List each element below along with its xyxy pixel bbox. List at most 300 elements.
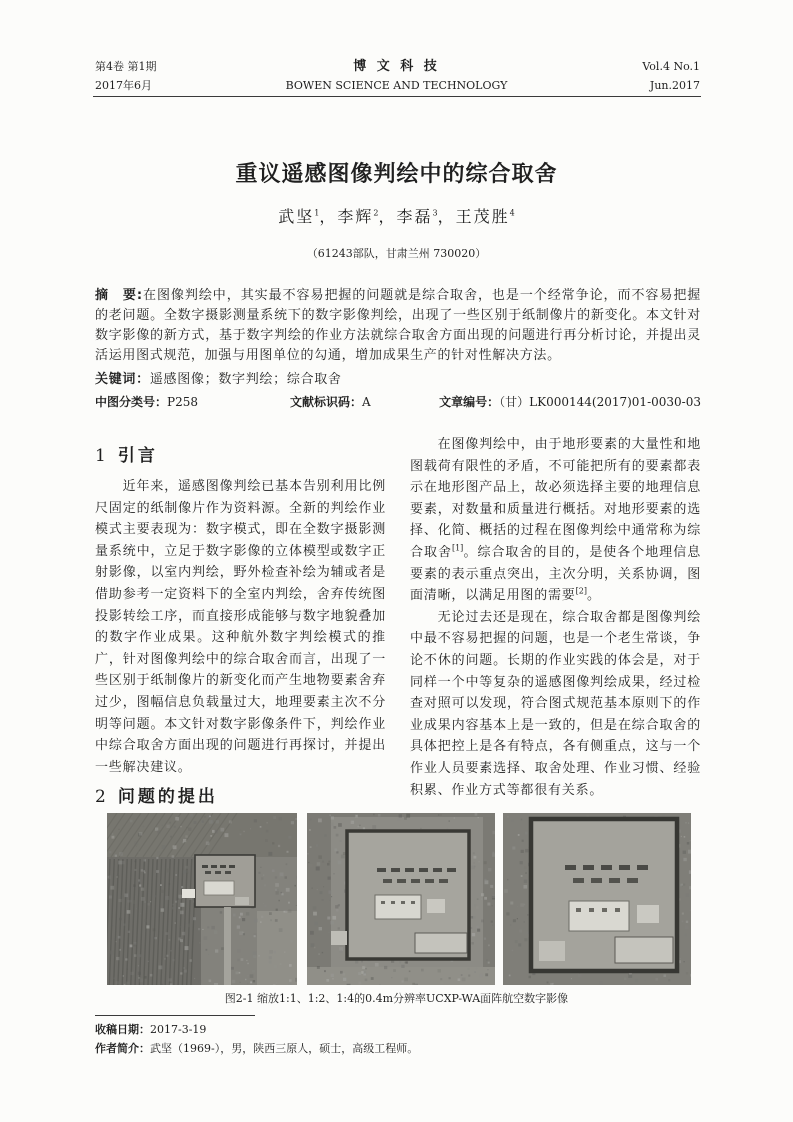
ground-speckle: [285, 876, 288, 879]
ground-speckle: [138, 879, 141, 882]
ground-speckle: [682, 885, 683, 886]
ground-speckle: [492, 905, 493, 906]
ground-speckle: [231, 967, 234, 970]
ground-speckle: [172, 907, 175, 910]
ground-speckle: [409, 971, 411, 973]
ground-speckle: [250, 981, 252, 983]
ground-speckle: [130, 945, 133, 948]
ground-speckle: [510, 902, 513, 905]
ground-speckle: [269, 956, 272, 959]
author-name: 李磊: [396, 207, 433, 226]
ground-speckle: [275, 876, 277, 878]
ground-speckle: [156, 859, 157, 860]
ground-speckle: [229, 820, 232, 823]
ground-speckle: [401, 965, 404, 968]
ground-speckle: [318, 819, 322, 823]
affiliation: （61243部队，甘肃兰州 730020）: [306, 247, 487, 260]
ground-speckle: [180, 926, 182, 928]
ground-speckle: [240, 829, 242, 831]
author-affiliation-mark: 4: [509, 208, 515, 218]
ground-speckle: [420, 828, 421, 829]
ground-speckle: [119, 829, 120, 830]
ground-speckle: [359, 825, 360, 826]
ground-speckle: [180, 911, 184, 915]
ground-speckle: [468, 975, 470, 977]
ground-speckle: [130, 900, 133, 903]
ground-speckle: [273, 816, 276, 819]
section-title: 引言: [117, 446, 158, 466]
ground-speckle: [290, 940, 293, 943]
tree-mark: [433, 868, 442, 872]
ground-speckle: [364, 964, 367, 967]
ground-speckle: [261, 833, 262, 834]
ground-speckle: [276, 982, 277, 983]
ground-speckle: [341, 855, 345, 859]
ground-speckle: [266, 830, 269, 833]
ground-speckle: [521, 850, 524, 853]
ground-speckle: [334, 849, 337, 852]
ground-speckle: [365, 979, 368, 982]
body-paragraph: 近年来，遥感图像判绘已基本告别利用比例尺固定的纸制像片作为资料源。全新的判绘作业模式主要表现为：数字模式，即在全数字摄影测量系统中，立足于数字影像的立体模型或数字正射影像，以室内判绘，野外检查补绘为辅或者是借助参考一定资料下的全室内判绘，舍弃传统图投影转绘工序，而直接形成能够与数字地貌叠加的数字作业成果。这种航外数字判绘模式的推广，针对图像判绘中的综合取舍而言，出现了一些区别于纸制像片的新变化而产生地物要素舍弃过少，图幅信息负载量过大，地理要素主次不分明等问题。本文针对数字影像条件下，判绘作业中综合取舍方面出现的问题进行再探讨，并提出一些解决建议。: [95, 479, 386, 775]
ground-speckle: [246, 912, 249, 915]
ground-speckle: [506, 912, 509, 915]
ground-speckle: [240, 982, 241, 983]
volume-issue-en: Vol.4 No.1: [642, 60, 700, 73]
ground-speckle: [327, 863, 330, 866]
ground-speckle: [333, 873, 334, 874]
article-number-label: 文章编号：: [439, 395, 500, 409]
ground-speckle: [688, 823, 689, 824]
ground-speckle: [296, 876, 297, 879]
section-heading-1: [95, 445, 158, 467]
ground-speckle: [162, 825, 164, 827]
ground-speckle: [525, 832, 528, 835]
tree-mark: [619, 865, 630, 870]
ground-speckle: [681, 836, 682, 837]
ground-speckle: [685, 822, 687, 824]
ground-speckle: [185, 866, 188, 869]
author-bio: [95, 1039, 701, 1058]
ground-speckle: [338, 957, 339, 958]
ground-speckle: [174, 826, 176, 828]
body-paragraph: [410, 434, 701, 607]
aerial-image-scale-1-2: [307, 813, 495, 985]
ground-speckle: [237, 959, 240, 962]
ground-speckle: [517, 906, 518, 907]
article-number: [439, 392, 701, 412]
ground-speckle: [378, 817, 381, 820]
building-window: [411, 901, 415, 904]
ground-speckle: [685, 926, 689, 930]
ground-speckle: [623, 984, 627, 985]
paper-title: 重议遥感图像判绘中的综合取舍: [235, 162, 558, 187]
abstract: [95, 286, 701, 366]
ground-speckle: [198, 928, 200, 930]
ground-speckle: [243, 831, 244, 832]
ground-speckle: [524, 885, 528, 889]
citation-mark: [2]: [575, 586, 587, 596]
tree-mark: [397, 879, 406, 883]
ground-speckle: [127, 969, 128, 970]
ground-speckle: [269, 950, 273, 954]
ground-speckle: [143, 870, 145, 872]
ground-speckle: [240, 913, 243, 916]
ground-speckle: [513, 919, 516, 922]
ground-speckle: [487, 903, 490, 906]
ground-speckle: [334, 826, 337, 829]
ground-speckle: [335, 905, 338, 908]
section-title: 问题的提出: [117, 787, 218, 807]
ground-speckle: [178, 895, 182, 899]
ground-speckle: [322, 952, 323, 953]
ground-speckle: [112, 833, 113, 834]
ground-speckle: [281, 893, 283, 895]
ground-speckle: [181, 886, 183, 888]
ground-speckle: [146, 925, 149, 928]
tree-mark: [439, 879, 448, 883]
ground-speckle: [131, 972, 134, 975]
ground-speckle: [471, 927, 473, 929]
ground-speckle: [668, 979, 670, 981]
tree-mark: [591, 878, 602, 883]
ground-speckle: [242, 918, 245, 921]
ground-speckle: [473, 862, 474, 863]
building-window: [576, 908, 581, 912]
ground-speckle: [507, 879, 508, 880]
ground-speckle: [119, 899, 122, 902]
ground-speckle: [510, 924, 511, 925]
ground-speckle: [216, 820, 219, 823]
ground-speckle: [578, 974, 582, 978]
ground-speckle: [412, 983, 415, 985]
ground-speckle: [484, 879, 486, 881]
tree-mark: [419, 868, 428, 872]
publication-date: 2017年6月: [95, 79, 152, 92]
ground-speckle: [488, 945, 490, 947]
building-window: [381, 901, 385, 904]
ground-speckle: [518, 943, 521, 946]
ground-speckle: [134, 869, 136, 871]
ground-speckle: [184, 970, 187, 973]
ground-speckle: [267, 822, 268, 823]
ground-speckle: [202, 929, 203, 930]
ground-speckle: [512, 847, 515, 850]
author-name: 李辉: [337, 207, 374, 226]
ground-speckle: [154, 895, 156, 897]
ground-speckle: [308, 862, 309, 863]
tree-mark: [609, 878, 620, 883]
ground-speckle: [488, 868, 491, 871]
ground-speckle: [124, 984, 125, 985]
ground-speckle: [199, 942, 200, 943]
ground-speckle: [340, 971, 343, 974]
ground-speckle: [504, 889, 508, 893]
ground-speckle: [525, 872, 527, 874]
ground-speckle: [221, 947, 224, 950]
ground-speckle: [688, 850, 691, 854]
ground-speckle: [109, 896, 112, 899]
ground-speckle: [286, 888, 290, 892]
ground-speckle: [127, 910, 131, 914]
ground-speckle: [355, 960, 358, 963]
ground-speckle: [123, 924, 125, 926]
ground-speckle: [165, 896, 169, 900]
ground-speckle: [116, 876, 118, 878]
ground-speckle: [481, 898, 482, 899]
long-building: [615, 937, 673, 963]
paragraph-text: 在图像判绘中，由于地形要素的大量性和地图载荷有限性的矛盾，不可能把所有的要素都表示在地形图产品上，故必须选择主要的地理信息要素，对数量和质量进行概括。对地形要素的选择、化简、概括的过程在图像判绘中通常称为综合取舍: [410, 437, 701, 560]
ground-speckle: [278, 900, 280, 902]
classification-row: [95, 392, 701, 412]
ground-speckle: [109, 851, 111, 853]
ground-speckle: [355, 815, 358, 818]
author-affiliation-mark: 2: [373, 208, 379, 218]
ground-speckle: [330, 921, 334, 925]
received-date: [95, 1020, 701, 1039]
ground-speckle: [488, 962, 490, 964]
ground-speckle: [279, 817, 282, 820]
ground-speckle: [323, 886, 324, 887]
ground-speckle: [338, 860, 342, 864]
ground-speckle: [296, 905, 297, 906]
left-column: [95, 476, 386, 778]
ground-speckle: [169, 939, 171, 941]
document-code-label: 文献标识码：: [290, 395, 363, 409]
ground-speckle: [421, 969, 424, 972]
ground-speckle: [322, 861, 324, 863]
ground-speckle: [310, 931, 314, 935]
ground-speckle: [682, 913, 684, 915]
ground-speckle: [478, 817, 479, 818]
ground-speckle: [691, 977, 692, 979]
right-column: [410, 434, 701, 801]
ground-speckle: [247, 975, 249, 977]
ground-speckle: [684, 836, 686, 838]
ground-speckle: [527, 914, 529, 916]
ground-speckle: [211, 926, 215, 930]
section-heading-2: [95, 786, 218, 808]
ground-speckle: [250, 828, 251, 829]
building-window: [602, 908, 607, 912]
ground-speckle: [126, 982, 129, 985]
ground-speckle: [275, 919, 278, 922]
ground-speckle: [175, 874, 177, 876]
ground-speckle: [440, 814, 441, 815]
ground-speckle: [252, 970, 255, 973]
abstract-text: 在图像判绘中，其实最不容易把握的问题就是综合取舍，也是一个经常争论，而不容易把握的老问题。全数字摄影测量系统下的数字影像判绘，出现了一些区别于纸制像片的新变化。本文针对数字影像的新方式，基于数字判绘的作业方法就综合取舍方面出现的问题进行再分析讨论，并提出灵活运用图式规范，加强与用图单位的勾通，增加成果生产的针对性解决方法。: [95, 288, 701, 363]
ground-speckle: [185, 946, 189, 950]
ground-speckle: [182, 932, 186, 936]
main-building: [204, 881, 234, 895]
ground-speckle: [310, 846, 312, 848]
body-paragraph: 无论过去还是现在，综合取舍都是图像判绘中最不容易把握的问题，也是一个老生常谈，争论不休的问题。长期的作业实践的体会是，对于同样一个中等复杂的遥感图像判绘成果，经过检查对照可以发现，符合图式规范基本原则下的作业成果内容基本上是一致的，但是在综合取舍的具体把控上是各有特点，各有侧重点，这与一个作业人员要素选择、取舍处理、作业习惯、经验积累、作业方式等都很有关系。: [410, 609, 701, 798]
ground-speckle: [378, 814, 381, 817]
ground-speckle: [202, 821, 204, 823]
ground-speckle: [110, 951, 114, 955]
ground-speckle: [324, 834, 326, 836]
ground-speckle: [683, 851, 686, 854]
ground-speckle: [552, 983, 554, 985]
ground-speckle: [225, 833, 229, 837]
ground-speckle: [331, 896, 332, 897]
ground-speckle: [481, 920, 484, 923]
ground-speckle: [138, 972, 141, 975]
ground-speckle: [264, 884, 266, 886]
ground-speckle: [190, 814, 193, 817]
ground-speckle: [476, 906, 479, 909]
ground-speckle: [172, 904, 174, 906]
field-north: [107, 813, 297, 857]
clc-number: [95, 392, 198, 412]
long-building: [415, 933, 467, 953]
ground-speckle: [462, 978, 466, 982]
footnote-rule: [95, 1015, 255, 1016]
ground-speckle: [232, 980, 236, 984]
ground-speckle: [477, 898, 479, 900]
gatehouse: [331, 931, 347, 945]
ground-speckle: [141, 897, 145, 901]
ground-speckle: [156, 870, 159, 873]
ground-speckle: [329, 900, 330, 901]
ground-speckle: [139, 884, 141, 886]
tree-mark: [211, 865, 217, 868]
figure-caption: 图2-1 缩放1:1、1:2、1:4的0.4m分辨率UCXP-WA面阵航空数字影像: [224, 992, 569, 1005]
ground-speckle: [258, 955, 260, 957]
ground-speckle: [275, 883, 279, 887]
ground-speckle: [343, 978, 346, 981]
ground-speckle: [399, 814, 402, 817]
ground-speckle: [461, 974, 463, 976]
ground-speckle: [119, 852, 123, 856]
author-list: [0, 205, 793, 229]
ground-speckle: [486, 959, 488, 961]
ground-speckle: [263, 903, 264, 904]
ground-speckle: [204, 936, 208, 940]
ground-speckle: [449, 977, 451, 979]
ground-speckle: [320, 891, 323, 894]
ground-speckle: [268, 852, 272, 856]
ground-speckle: [511, 820, 514, 823]
ground-speckle: [144, 919, 147, 922]
ground-speckle: [153, 937, 156, 940]
ground-speckle: [485, 973, 488, 976]
ground-speckle: [690, 840, 691, 841]
ground-speckle: [180, 972, 182, 974]
ground-speckle: [361, 961, 363, 963]
ground-speckle: [322, 899, 324, 901]
small-building: [539, 941, 565, 961]
clc-value: P258: [167, 395, 198, 409]
article-number-value: （甘）LK000144(2017)01-0030-03: [499, 395, 701, 409]
ground-speckle: [280, 872, 284, 876]
ground-speckle: [474, 856, 477, 859]
ground-speckle: [112, 836, 115, 839]
ground-speckle: [285, 911, 287, 913]
ground-speckle: [270, 844, 272, 846]
ground-speckle: [116, 941, 117, 942]
ground-speckle: [138, 954, 141, 957]
tree-mark: [391, 868, 400, 872]
ground-speckle: [336, 909, 339, 912]
ground-speckle: [624, 978, 627, 981]
ground-speckle: [125, 894, 129, 898]
ground-speckle: [635, 979, 638, 982]
ground-speckle: [194, 978, 195, 979]
journal-name-en: BOWEN SCIENCE AND TECHNOLOGY: [285, 79, 508, 92]
document-code: [290, 392, 371, 412]
ground-speckle: [312, 888, 313, 889]
ground-speckle: [684, 961, 685, 962]
ground-speckle: [172, 855, 175, 858]
author-name: 王茂胜: [455, 207, 510, 226]
ground-speckle: [134, 861, 136, 863]
ground-speckle: [471, 866, 475, 870]
ground-speckle: [240, 833, 242, 835]
ground-speckle: [214, 931, 218, 935]
ground-speckle: [522, 840, 524, 842]
ground-speckle: [280, 963, 282, 965]
ground-speckle: [438, 969, 441, 972]
ground-speckle: [265, 839, 268, 842]
ground-speckle: [525, 849, 529, 853]
ground-speckle: [260, 826, 262, 828]
ground-speckle: [686, 893, 690, 897]
ground-speckle: [363, 971, 366, 974]
paragraph-text: 。综合取舍的目的，是使各个地理信息要素的表示重点突出，主次分明，关系协调，图面清晰，以满足用图的需要: [410, 544, 701, 604]
ground-speckle: [134, 841, 138, 845]
ground-speckle: [332, 916, 336, 920]
ground-speckle: [193, 917, 196, 920]
ground-speckle: [162, 845, 166, 849]
outbuilding: [235, 897, 249, 905]
ground-speckle: [169, 978, 172, 981]
section-number: 2: [95, 787, 106, 807]
ground-speckle: [492, 831, 495, 835]
ground-speckle: [254, 819, 257, 822]
ground-speckle: [136, 908, 137, 909]
author-affiliation-mark: 3: [432, 208, 438, 218]
ground-speckle: [477, 929, 480, 932]
ground-speckle: [269, 912, 272, 915]
ground-speckle: [484, 861, 487, 864]
ground-speckle: [175, 922, 177, 924]
ground-speckle: [144, 859, 146, 861]
ground-speckle: [471, 916, 474, 919]
ground-speckle: [331, 816, 334, 819]
ground-speckle: [161, 984, 163, 985]
ground-speckle: [133, 900, 137, 904]
ground-speckle: [190, 959, 193, 962]
ground-speckle: [148, 961, 149, 962]
tree-mark: [220, 865, 226, 868]
tree-mark: [202, 865, 208, 868]
ground-speckle: [373, 814, 375, 816]
ground-speckle: [440, 978, 442, 980]
main-building: [569, 901, 629, 931]
ground-speckle: [175, 817, 179, 821]
ground-speckle: [524, 866, 527, 869]
ground-speckle: [690, 974, 691, 977]
ground-speckle: [177, 898, 179, 900]
ground-speckle: [319, 927, 322, 930]
ground-speckle: [397, 818, 401, 822]
ground-speckle: [474, 971, 476, 973]
ground-speckle: [194, 821, 197, 824]
ground-speckle: [178, 907, 180, 909]
ground-speckle: [252, 955, 254, 957]
ground-speckle: [690, 910, 691, 912]
aerial-image-scale-1-1: [107, 813, 297, 985]
